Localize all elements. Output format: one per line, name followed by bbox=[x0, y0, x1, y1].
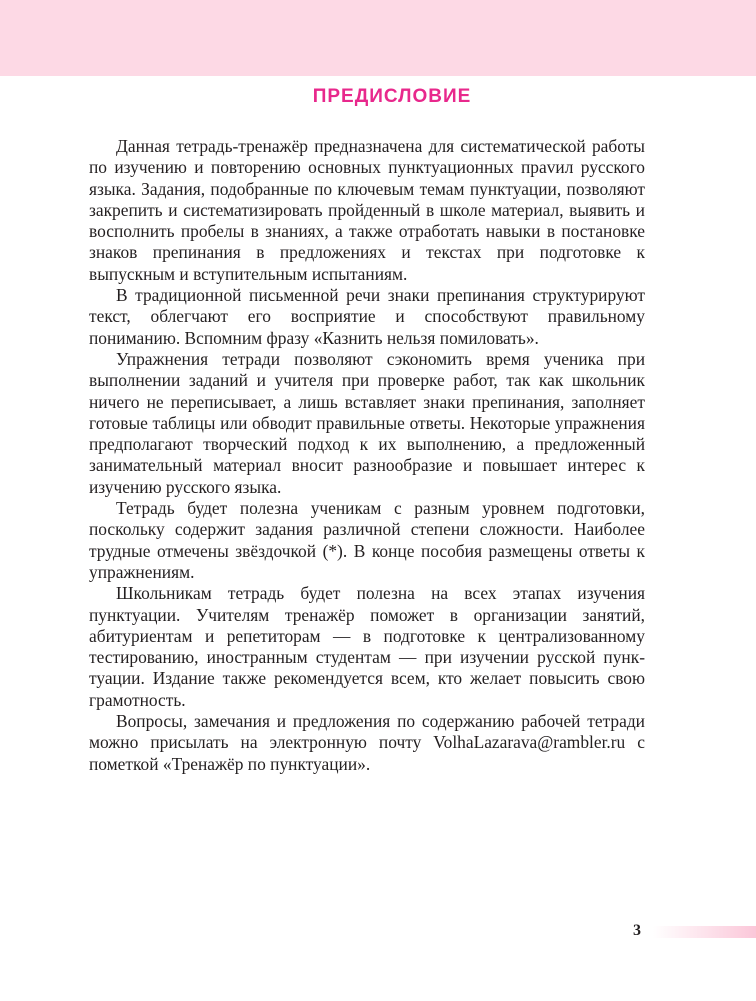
paragraph-exercises: Упражнения тетради позволяют сэкономить время ученика при выполнении заданий и учителя при проверке работ, так как школьник ничего не переписывает, а лишь вставляет знаки препинания, заполняет готовые таблицы или обводит правильные ответы. Некоторые упражнения предполагают творческий подход к их выполнению, а предложенный занимательный материал вносит разнообразие и повышает интерес к изучению русского языка. bbox=[89, 348, 645, 497]
paragraph-difficulty: Тетрадь будет полезна ученикам с разным уровнем подготовки, поскольку содержит задания различной степени сложности. Наиболее трудные отмечены звёздочкой (*). В конце пособия размещены ответы к упражнениям. bbox=[89, 498, 645, 582]
top-decorative-band bbox=[0, 0, 756, 76]
paragraph-contact: Вопросы, замечания и предложения по содержанию рабочей тетради можно присылать на электронную почту VolhaLazarava@rambler.ru с пометкой «Тренажёр по пунктуации». bbox=[89, 711, 645, 774]
page-title: ПРЕДИСЛОВИЕ bbox=[312, 86, 472, 107]
paragraph-purpose: Данная тетрадь-тренажёр предназначена для систематической работы по изучению и повторению основных пунктуационных праvил русского языка. Задания, подобранные по ключевым темам пунктуации, позволяют закрепить и систематизировать пройденный в школе материал, выявить и восполнить пробелы в знаниях, а также отработать навыки в постановке знаков препинания в предложениях и текстах при подготовке к выпускным и вступительным испытаниям. bbox=[89, 136, 645, 284]
paragraph-punctuation-role: В традиционной письменной речи знаки препинания структурируют текст, облегчают его восприятие и способствуют правильному пониманию. Вспомним фразу «Казнить нельзя помиловать». bbox=[89, 285, 645, 348]
bottom-decorative-band bbox=[653, 926, 756, 938]
paragraph-audience: Школьникам тетрадь будет полезна на всех этапах изучения пунктуации. Учителям тренажёр поможет в организации занятий, абитуриентам и репетиторам — в подготовке к централизованному тестированию, иностранным студентам — при изучении русской пунктуации. Издание также рекомендуется всем, кто желает повысить свою грамотность. bbox=[89, 583, 645, 710]
preface-body bbox=[89, 136, 645, 775]
page-number: 3 bbox=[633, 922, 641, 939]
